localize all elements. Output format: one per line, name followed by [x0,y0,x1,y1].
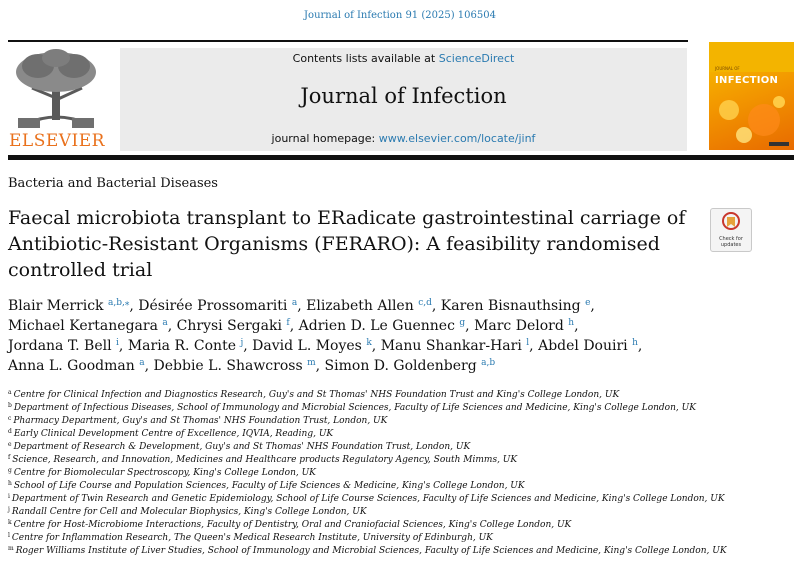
author[interactable]: Chrysi Sergaki $^f$ [176,318,290,334]
affiliation-list [8,389,788,558]
affiliation-item: $^h$ School of Life Course and Population Sciences, Faculty of Life Sciences & Medicine, King's College London, UK [8,480,525,491]
author[interactable]: Manu Shankar-Hari $^l$ [380,338,530,354]
author[interactable]: Marc Delord $^h$ [474,318,575,334]
affiliation-item: $^l$ Centre for Inflammation Research, The Queen's Medical Research Institute, University of Edinburgh, UK [8,532,493,543]
author[interactable]: Désirée Prossomariti $^a$ [138,298,298,314]
journal-citation[interactable]: Journal of Infection 91 (2025) 106504 [304,10,496,21]
contents-prefix: Contents lists available at [292,52,439,65]
author[interactable]: David L. Moyes $^k$ [252,338,372,354]
check-updates-line2: updates [720,242,742,248]
author[interactable]: Debbie L. Shawcross $^m$ [153,358,316,374]
author[interactable]: Simon D. Goldenberg $^{a,b}$ [324,358,496,374]
author[interactable]: Abdel Douiri $^h$ [538,338,638,354]
check-updates-line1: Check for [719,236,743,242]
contents-line [120,52,687,65]
homepage-line [120,132,687,145]
homepage-prefix: journal homepage: [271,132,379,145]
journal-homepage-link[interactable]: www.elsevier.com/locate/jinf [378,132,536,145]
masthead-bottom-rule [8,155,794,160]
affiliation-item: $^e$ Department of Research & Development, Guy's and St Thomas' NHS Foundation Trust, London, UK [8,441,471,452]
affiliation-item: $^g$ Centre for Biomolecular Spectroscopy, King's College London, UK [8,467,316,478]
cover-small-text: JOURNAL OF [715,66,740,71]
affiliation-item: $^m$ Roger Williams Institute of Liver Studies, School of Immunology and Microbial Sciences, Faculty of Life Sciences and Medicine, King's College London, UK [8,545,727,556]
author[interactable]: Elizabeth Allen $^{c,d}$ [306,298,432,314]
cover-title: INFECTION [715,75,779,86]
author-list: Blair Merrick $^{a,b,⁎}$, Désirée Prossomariti $^a$, Elizabeth Allen $^{c,d}$, Karen Bisnauthsing $^e$, Michael Kertanegara $^a$, Chrysi Sergaki $^f$, Adrien D. Le Guennec $^g$, Marc Delord $^h$, Jordana T. Bell $^i$, Maria R. Conte $^j$, David L. Moyes $^k$, Manu Shankar-Hari $^l$, Abdel Douiri $^h$, Anna L. Goodman $^a$, Debbie L. Shawcross $^m$, Simon D. Goldenberg $^{a,b}$ [8,298,643,374]
check-for-updates-button[interactable] [710,208,752,252]
author[interactable]: Karen Bisnauthsing $^e$ [440,298,591,314]
affiliation-item: $^i$ Department of Twin Research and Genetic Epidemiology, School of Life Course Sciences, Faculty of Life Sciences and Medicine, King's College London, UK [8,493,725,504]
journal-title: Journal of Infection [300,84,507,108]
article-title: Faecal microbiota transplant to ERadicate gastrointestinal carriage of Antibiotic-Resistant Organisms (FERARO): A feasibility randomised controlled trial [8,207,686,281]
author[interactable]: Michael Kertanegara $^a$ [8,318,168,334]
author[interactable]: Anna L. Goodman $^a$ [8,358,145,374]
cover-art-icon [709,90,794,150]
affiliation-item: $^d$ Early Clinical Development Centre of Excellence, IQVIA, Reading, UK [8,428,334,439]
affiliation-item: $^k$ Centre for Host-Microbiome Interactions, Faculty of Dentistry, Oral and Craniofacial Sciences, King's College London, UK [8,519,572,530]
masthead-top-rule [8,40,688,42]
author[interactable]: Adrien D. Le Guennec $^g$ [298,318,466,334]
bookmark-icon [722,212,740,234]
author[interactable]: Maria R. Conte $^j$ [127,338,244,354]
check-for-updates-label [711,236,751,248]
section-label: Bacteria and Bacterial Diseases [8,176,218,191]
journal-cover-image[interactable] [709,42,794,150]
author[interactable]: Blair Merrick $^{a,b,⁎}$ [8,298,130,314]
affiliation-item: $^b$ Department of Infectious Diseases, School of Immunology and Microbial Sciences, Faculty of Life Sciences and Medicine, King's College London, UK [8,402,696,413]
affiliation-item: $^f$ Science, Research, and Innovation, Medicines and Healthcare products Regulatory Agency, South Mimms, UK [8,454,518,465]
masthead-box [120,48,687,151]
affiliation-item: $^c$ Pharmacy Department, Guy's and St Thomas' NHS Foundation Trust, London, UK [8,415,388,426]
author[interactable]: Jordana T. Bell $^i$ [8,338,119,354]
publisher-wordmark[interactable]: ELSEVIER [9,131,105,151]
sciencedirect-link[interactable]: ScienceDirect [438,52,515,65]
affiliation-item: $^a$ Centre for Clinical Infection and Diagnostics Research, Guy's and St Thomas' NHS Foundation Trust and King's College London, UK [8,389,620,400]
affiliation-item: $^j$ Randall Centre for Cell and Molecular Biophysics, King's College London, UK [8,506,367,517]
